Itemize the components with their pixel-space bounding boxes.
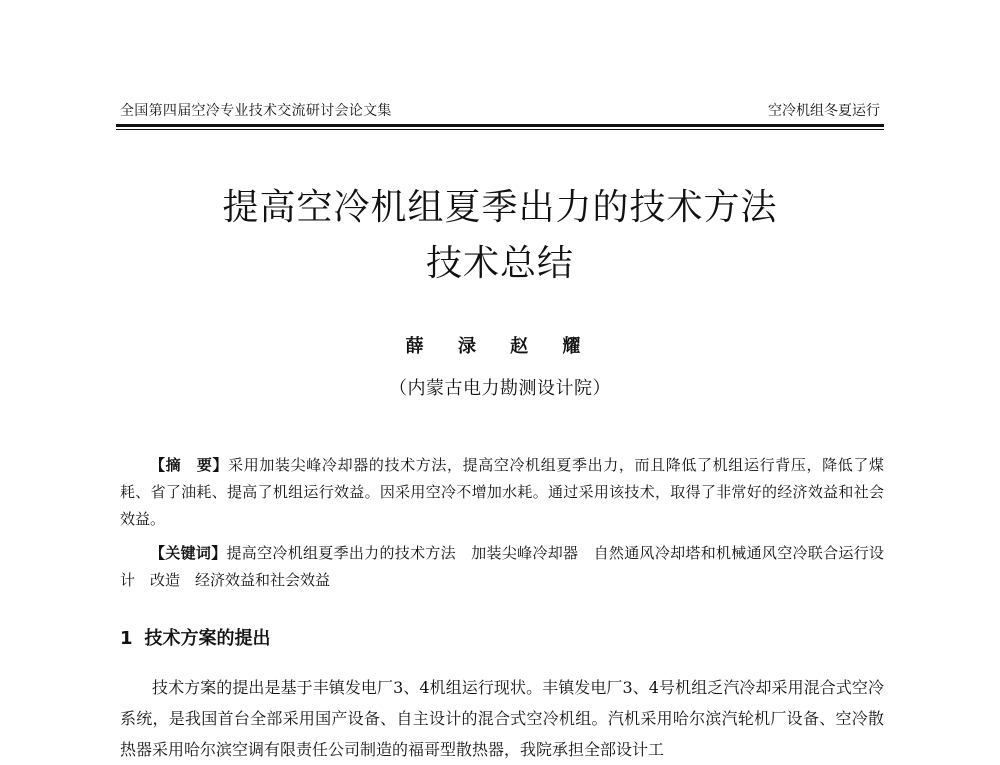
running-header-left: 全国第四届空冷专业技术交流研讨会论文集 bbox=[120, 103, 392, 119]
paper-title-line-1: 提高空冷机组夏季出力的技术方法 bbox=[222, 187, 778, 228]
header-rule-thick bbox=[116, 124, 884, 127]
abstract-text: 采用加装尖峰冷却器的技术方法，提高空冷机组夏季出力，而且降低了机组运行背压，降低了煤耗、省了油耗、提高了机组运行效益。因采用空冷不增加水耗。通过采用该技术，取得了非常好的经济效益和社会效益。 bbox=[120, 456, 884, 528]
keywords-label: 【关键词】 bbox=[150, 544, 227, 562]
keywords bbox=[120, 540, 884, 594]
affiliation: （内蒙古电力勘测设计院） bbox=[389, 378, 611, 399]
running-header-right: 空冷机组冬夏运行 bbox=[768, 103, 880, 119]
section-number: 1 bbox=[120, 628, 133, 649]
authors: 薛 渌 赵 耀 bbox=[405, 336, 595, 357]
keywords-text: 提高空冷机组夏季出力的技术方法 加装尖峰冷却器 自然通风冷却塔和机械通风空冷联合运行设计 改造 经济效益和社会效益 bbox=[120, 544, 884, 589]
section-title: 技术方案的提出 bbox=[144, 628, 271, 649]
paper-title-line-2: 技术总结 bbox=[425, 243, 574, 284]
abstract bbox=[120, 452, 884, 533]
body-paragraph: 技术方案的提出是基于丰镇发电厂3、4机组运行现状。丰镇发电厂3、4号机组乏汽冷却采用混合式空冷系统，是我国首台全部采用国产设备、自主设计的混合式空冷机组。汽机采用哈尔滨汽轮机厂设备、空冷散热器采用哈尔滨空调有限责任公司制造的福哥型散热器，我院承担全部设计工 bbox=[120, 678, 884, 759]
section-heading bbox=[120, 624, 271, 650]
abstract-label: 【摘 要】 bbox=[150, 456, 229, 474]
header-rule-thin bbox=[116, 129, 884, 130]
